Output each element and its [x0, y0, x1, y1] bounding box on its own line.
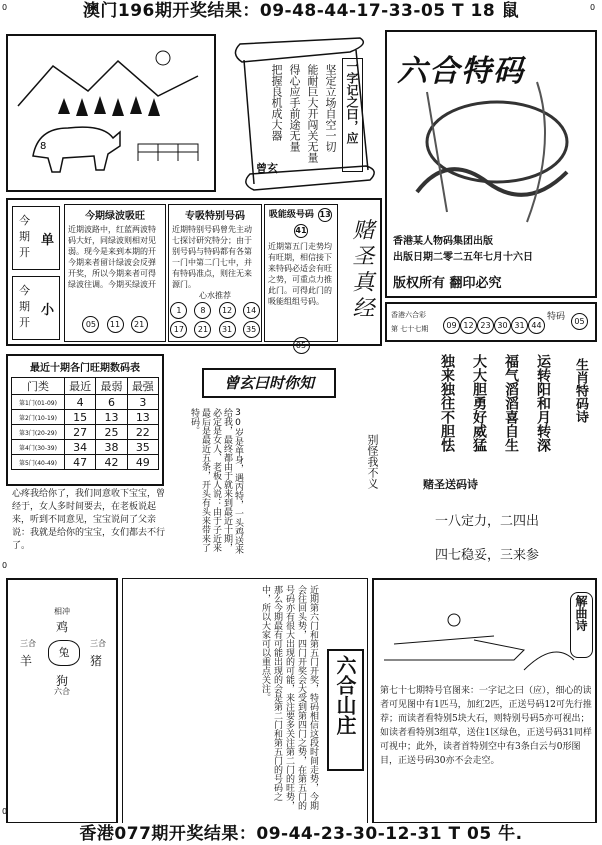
special-number: 35 — [243, 321, 260, 338]
gambler-verse-line-2: 四七稳妥，三来参 — [435, 548, 540, 563]
prediction-grid — [6, 198, 382, 350]
hk-strip-numbers — [443, 313, 545, 334]
table-row: 第2门(10-19) 15 13 13 — [12, 410, 159, 425]
label-this-period-2: 今期开 — [19, 284, 30, 329]
rhino-illustration — [6, 34, 216, 192]
special-number-body: 近期特别号码曾先主动七探讨研究特分；由于别号码与特码都有各第一门中第二门七中，并有特码准点，则往无来源门。 — [172, 225, 252, 289]
zodiac-poem-line-2: 福气滔滔喜自生 — [503, 354, 519, 452]
zodiac-goat: 羊 — [20, 654, 33, 668]
special-number-column — [168, 204, 262, 342]
magazine-publisher: 香港某人物码集团出版 — [393, 236, 493, 247]
gambler-verse-title: 赌圣送码诗 — [423, 478, 478, 491]
magazine-cover — [385, 30, 597, 298]
hk-strip-number: 31 — [511, 317, 528, 334]
zodiac-poem-section — [385, 350, 597, 570]
special-number: 12 — [219, 302, 236, 319]
page-mark-top-right: 0 — [590, 3, 596, 12]
scroll-line-4: 把握良机成大器 — [270, 64, 283, 141]
zodiac-poem-title: 生肖特码诗 — [573, 358, 588, 423]
liuhe-article — [122, 578, 368, 824]
rhino-number: 8 — [40, 141, 47, 152]
hk-special-label: 特码 — [547, 312, 566, 322]
zodiac-poem-line-4: 独来独往不胆怯 — [439, 354, 455, 452]
hk-strip-number: 30 — [494, 317, 511, 334]
top-result-banner: 澳门196期开奖结果：09-48-44-17-33-05 T 18 鼠 — [0, 0, 602, 22]
energy-number-column — [264, 204, 338, 350]
energy-title-number: 13 — [318, 208, 332, 222]
story-section — [168, 354, 380, 574]
energy-number-title: 吸能级号码 1341 — [265, 207, 337, 239]
scroll-poem — [230, 34, 380, 194]
scroll-line-2: 能耐巨大开闯关无量 — [306, 64, 319, 163]
explanation-label: 解曲诗 — [570, 592, 593, 658]
special-number: 31 — [219, 321, 236, 338]
zodiac-bottom-label: 六合 — [54, 687, 70, 696]
explanation-body: 第七十七期特号官图来：一字记之曰（应），细心的读者可见图中有1匹马，加红2匹，正送号码12可先行推荐；而读者看特别5块大石，则特别号码5亦可视出；如读者看特别3组草，送住1区绿色，正送号码31同样可视中；此外，读者首特别空中有3条白云与0形图目，正送号码30亦不会走空。 — [380, 686, 592, 766]
zodiac-relation-diagram — [6, 578, 118, 824]
scroll-poem-title: 一字记之曰，应 — [342, 58, 363, 172]
label-box-odd — [12, 206, 60, 270]
table-header: 最弱 — [96, 378, 127, 395]
label-small: 小 — [41, 303, 55, 318]
hk-strip-number: 23 — [477, 317, 494, 334]
page-mark-mid-left: 0 — [2, 561, 8, 570]
special-number: 8 — [194, 302, 211, 319]
liuhe-title: 六合山庄 — [327, 649, 364, 771]
zodiac-left-label: 三合 — [20, 639, 36, 648]
special-number-title: 专吸特别号码 — [185, 211, 245, 222]
zodiac-pig: 猪 — [90, 654, 103, 668]
special-number: 21 — [194, 321, 211, 338]
explanation-illustration — [374, 580, 595, 690]
zodiac-poem-line-3: 大大胆勇好威猛 — [471, 354, 487, 452]
zodiac-dog: 狗 — [56, 674, 69, 688]
hk-strip-number: 09 — [443, 317, 460, 334]
hk-strip-label-bottom: 第 七十七期 — [391, 325, 429, 333]
hk-strip-number: 44 — [528, 317, 545, 334]
rhino-drawing — [8, 36, 214, 190]
hk-strip-label-top: 香港六合彩 — [391, 311, 426, 319]
zodiac-rabbit: 兔 — [48, 640, 80, 666]
green-wave-body: 近期波路中，红蓝两波特码大好，同绿波则相对见弱。现今是来到本期的开今期来者留计绿波会反弹开奖，所以今期来者可得绿波往调。今期买绿波开 — [68, 225, 156, 289]
table-header: 门类 — [12, 378, 65, 395]
hk-result-strip — [385, 302, 597, 342]
liuhe-body: 近期第六门和第五门开奖，特码相信这段时间走势，今期会往回头势，四门开奖会大受到第四门之势，在第五门的号码亦有很大出现的可能，来注要多关注第二门的旺势，那么今期最有可能出现的会是第二门和第五门的号码之中，所以大家可以重点关注。 — [260, 585, 318, 810]
special-number-label: 心水推荐 — [199, 291, 231, 300]
green-wave-title: 今期绿波吸旺 — [85, 211, 145, 222]
special-number: 14 — [243, 302, 260, 319]
table-header: 最近 — [65, 378, 96, 395]
green-wave-number: 05 — [82, 316, 99, 333]
zodiac-top-label: 相冲 — [54, 607, 70, 616]
page-mark-bottom-left: 0 — [2, 807, 8, 816]
energy-number: 05 — [293, 337, 310, 354]
green-wave-number: 11 — [107, 316, 124, 333]
scroll-line-1: 坚定立场自空一切 — [324, 64, 337, 152]
frequency-table-title: 最近十期各门旺期数码表 — [30, 363, 140, 374]
story-text: 30岁是单身，遇丙特，一头鸡送来给我，最终都由于就来到最近十期，必定是女人、老板人说：由于子近来最后是最近五条，开头有头来带来了特码。 — [189, 408, 243, 554]
energy-title-number: 41 — [294, 224, 308, 238]
frequency-table — [11, 377, 159, 470]
gambler-verse-line-1: 一八定力，二四出 — [435, 514, 540, 529]
zodiac-right-label: 三合 — [90, 639, 106, 648]
bottom-result-banner: 香港077期开奖结果：09-44-23-30-12-31 T 05 牛. — [0, 823, 602, 845]
hk-special-number: 05 — [571, 313, 588, 330]
special-number: 1 — [170, 302, 187, 319]
table-header: 最强 — [127, 378, 158, 395]
magazine-masthead: 六合特码 — [397, 54, 525, 89]
story-title: 曾玄曰时你知 — [202, 368, 336, 398]
scroll-signature: 曾玄 — [256, 162, 278, 175]
energy-number-body: 近期第五门走势均有旺期，相信接下来特码必适会有旺之势，可重点力推此门。可得此门的吸能组组号码。 — [268, 242, 332, 306]
zodiac-rooster: 鸡 — [56, 620, 69, 634]
scroll-line-3: 得心应手前途无量 — [288, 64, 301, 152]
label-this-period-1: 今期开 — [19, 214, 30, 259]
table-row: 第3门(20-29) 27 25 22 — [12, 425, 159, 440]
picture-explanation — [372, 578, 597, 824]
zodiac-poem-line-1: 运转阳和月转深 — [535, 354, 551, 452]
page-mark-top-left: 0 — [2, 3, 8, 12]
magazine-date: 出版日期二零二五年七月十六日 — [393, 252, 533, 263]
calligraphy-title: 赌圣真经 — [349, 218, 374, 322]
special-number: 17 — [170, 321, 187, 338]
green-wave-number: 21 — [131, 316, 148, 333]
hk-strip-number: 12 — [460, 317, 477, 334]
table-row: 第4门(30-39) 34 38 35 — [12, 440, 159, 455]
magazine-copyright: 版权所有 翻印必究 — [393, 276, 502, 291]
story-side-title: 别怪我不义 — [366, 434, 379, 489]
table-row: 第5门(40-49) 47 42 49 — [12, 455, 159, 470]
table-row: 第1门(01-09) 4 6 3 — [12, 395, 159, 410]
story-bottom-text: 心疼我给你了，我们同意收下宝宝，曾经于，女人多时间要去，在老板说起来，听到不同意见，宝宝说问了父亲说：我就是给你的宝宝，女们都去不行了。 — [12, 489, 166, 551]
label-odd: 单 — [41, 233, 55, 248]
label-box-small — [12, 276, 60, 340]
green-wave-column — [64, 204, 166, 342]
frequency-table-box — [6, 354, 164, 486]
